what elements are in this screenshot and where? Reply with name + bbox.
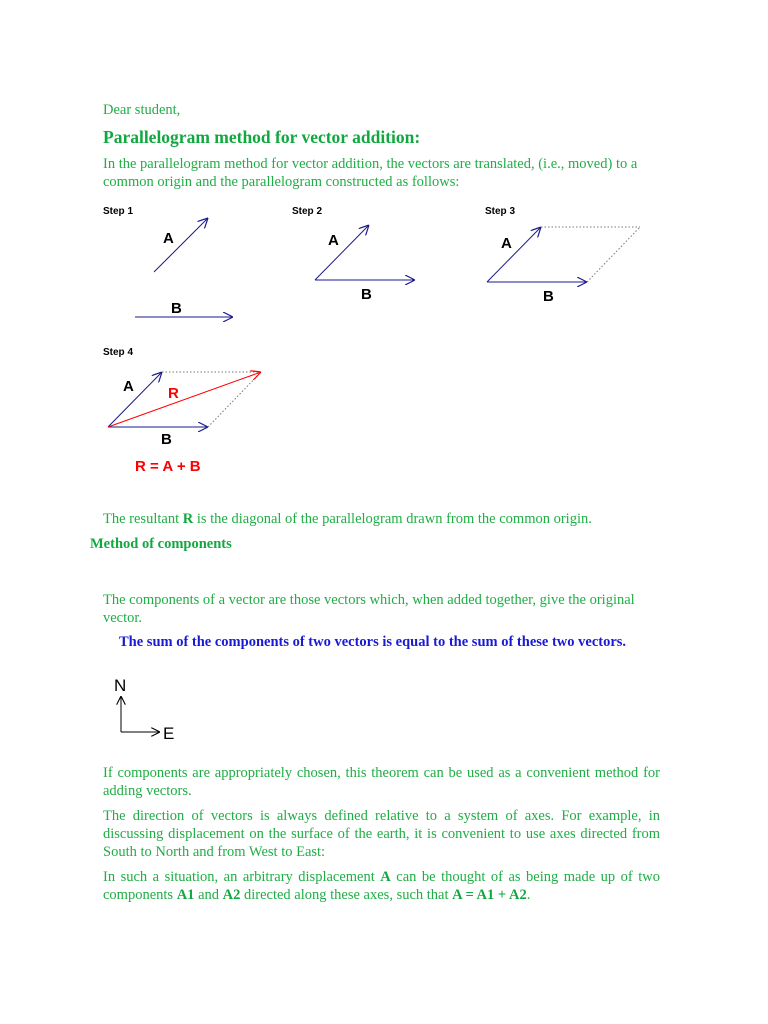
- resultant-pre: The resultant: [103, 511, 183, 527]
- step3-label: Step 3: [485, 206, 516, 217]
- page-title: Parallelogram method for vector addition:: [103, 127, 421, 147]
- step1-label-b: B: [171, 300, 182, 317]
- step4-label-b: B: [161, 431, 172, 448]
- situation-paragraph: [103, 868, 660, 904]
- components-definition: The components of a vector are those vectors which, when added together, give the original vector.: [103, 592, 635, 626]
- situation-text-3: and: [194, 887, 223, 903]
- intro-paragraph: In the parallelogram method for vector addition, the vectors are translated, (i.e., moved) to a common origin and the parallelogram constructed as follows:: [103, 156, 638, 190]
- situation-bold-a2: A2: [222, 887, 241, 903]
- resultant-paragraph: [103, 510, 592, 528]
- resultant-post: is the diagonal of the parallelogram drawn from the common origin.: [193, 511, 592, 527]
- situation-text-1: In such a situation, an arbitrary displacement: [103, 869, 381, 885]
- step3-vector-a: [487, 227, 541, 282]
- step2-label-a: A: [328, 232, 339, 249]
- step4-label-r: R: [168, 385, 179, 402]
- step4-vector-a: [108, 372, 162, 427]
- step4-label: Step 4: [103, 347, 134, 358]
- equation-r-equals-a-plus-b: R = A + B: [135, 458, 201, 475]
- situation-bold-a1: A1: [176, 887, 195, 903]
- situation-text-2: can be thought of as being made up of two components: [103, 869, 660, 903]
- east-label: E: [163, 724, 175, 743]
- theorem-statement: The sum of the components of two vectors is equal to the sum of these two vectors.: [119, 634, 627, 650]
- convenient-method-paragraph: If components are appropriately chosen, this theorem can be used as a convenient method for adding vectors.: [103, 765, 660, 799]
- greeting: Dear student,: [103, 102, 181, 118]
- step3-label-a: A: [501, 235, 512, 252]
- step3-dotted-side: [587, 227, 640, 282]
- resultant-bold-r: R: [182, 511, 194, 527]
- north-label: N: [114, 676, 127, 695]
- situation-bold-equation: A = A1 + A2: [452, 887, 527, 903]
- step4-dotted-side: [208, 372, 261, 427]
- situation-text-5: .: [526, 887, 531, 903]
- situation-text-4: directed along these axes, such that: [240, 887, 453, 903]
- step1-label-a: A: [163, 230, 174, 247]
- situation-bold-a: A: [380, 869, 391, 885]
- step1-label: Step 1: [103, 206, 134, 217]
- compass-axes-diagram: [108, 672, 188, 747]
- components-heading: Method of components: [90, 536, 232, 552]
- step2-vector-a: [315, 225, 369, 280]
- direction-paragraph: The direction of vectors is always defined relative to a system of axes. For example, in discussing displacement on the surface of the earth, it is convenient to use axes directed from South to North and from West to East:: [103, 808, 660, 860]
- step3-label-b: B: [543, 288, 554, 305]
- step2-label: Step 2: [292, 206, 323, 217]
- step4-label-a: A: [123, 378, 134, 395]
- step2-label-b: B: [361, 286, 372, 303]
- parallelogram-diagram: [95, 200, 655, 480]
